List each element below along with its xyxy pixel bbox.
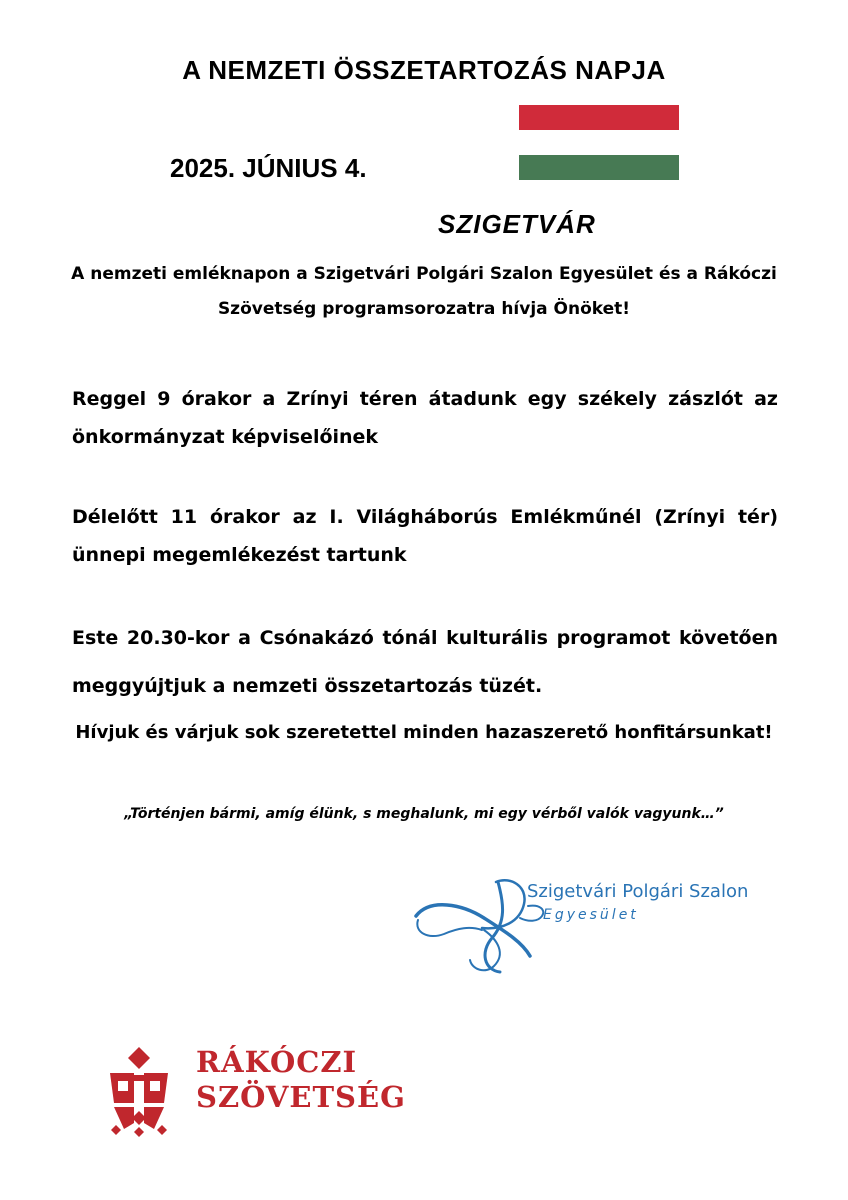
rakoczi-logo-line1: RÁKÓCZI bbox=[196, 1045, 358, 1079]
szalon-logo-name: Szigetvári Polgári Szalon bbox=[527, 881, 749, 902]
intro-line: A nemzeti emléknapon a Szigetvári Polgári Szalon Egyesület és a Rákóczi bbox=[71, 264, 777, 284]
intro-line: Szövetség programsorozatra hívja Önöket! bbox=[217, 299, 631, 319]
program-item-forenoon: Délelőtt 11 órakor az I. Világháborús Emlékműnél (Zrínyi tér) ünnepi megemlékezést tartunk bbox=[72, 506, 778, 566]
rakoczi-logo-line2: SZÖVETSÉG bbox=[196, 1080, 406, 1114]
event-city: SZIGETVÁR bbox=[438, 209, 596, 239]
invitation-text: Hívjuk és várjuk sok szeretettel minden hazaszerető honfitársunkat! bbox=[75, 722, 773, 743]
flag-red-stripe bbox=[519, 105, 679, 130]
event-date: 2025. JÚNIUS 4. bbox=[170, 153, 367, 183]
flag-green-stripe bbox=[519, 155, 679, 180]
program-item-evening: Este 20.30-kor a Csónakázó tónál kulturális programot követően meggyújtjuk a nemzeti összetartozás tüzét. bbox=[72, 627, 778, 697]
szalon-logo-sub: Egyesület bbox=[543, 907, 639, 923]
intro-text bbox=[60, 257, 788, 327]
page-title: A NEMZETI ÖSSZETARTOZÁS NAPJA bbox=[182, 55, 666, 85]
rakoczi-emblem-icon bbox=[104, 1045, 174, 1137]
quote-text: „Történjen bármi, amíg élünk, s meghalunk, mi egy vérből valók vagyunk…” bbox=[124, 806, 724, 822]
program-item-morning: Reggel 9 órakor a Zrínyi téren átadunk egy székely zászlót az önkormányzat képviselőinek bbox=[72, 388, 778, 448]
